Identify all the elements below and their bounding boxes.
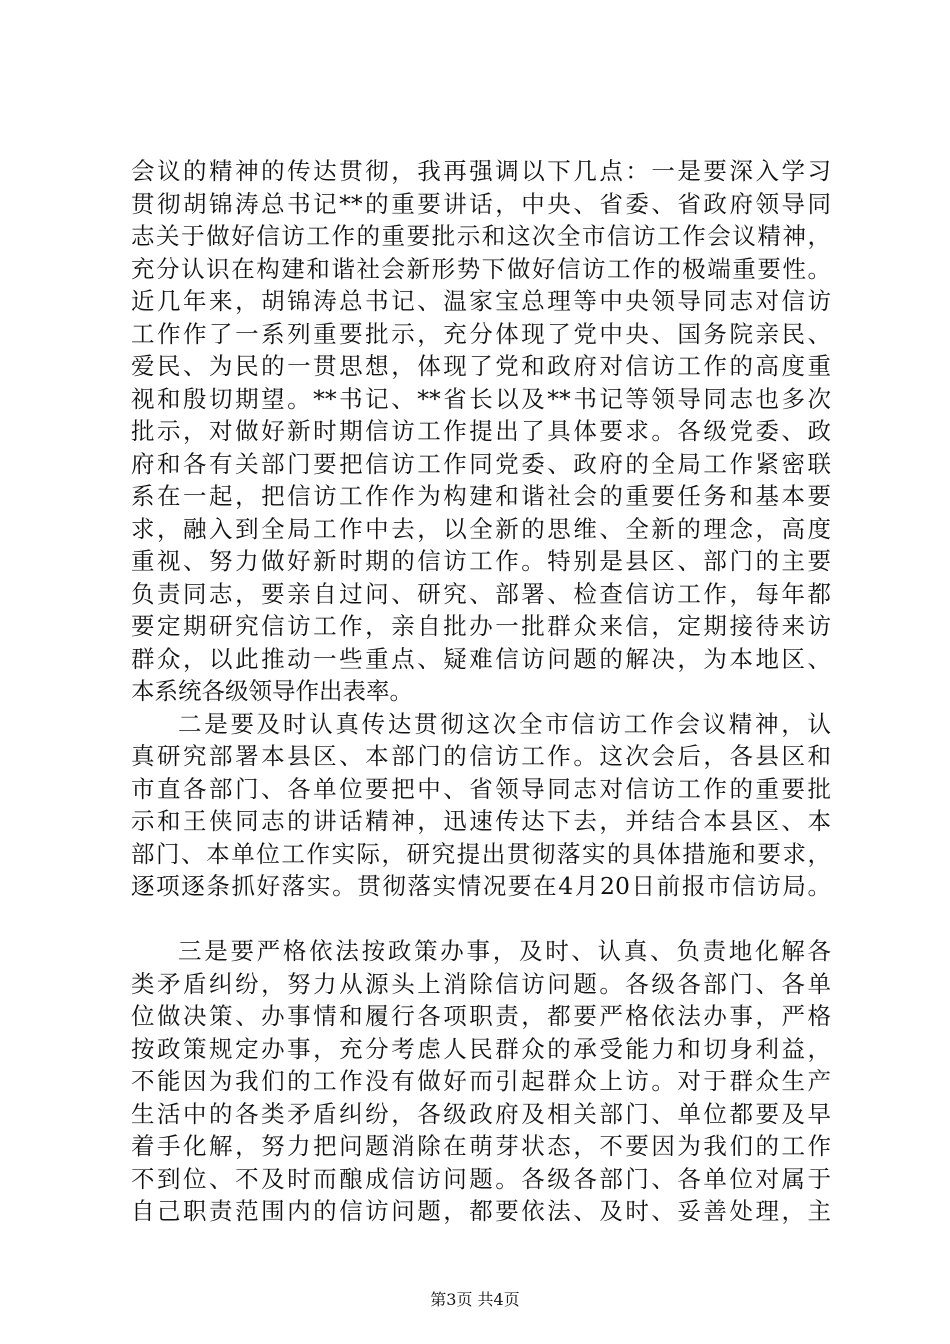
- text-line: 示和王侠同志的讲话精神，迅速传达下去，并结合本县区、本: [131, 807, 831, 835]
- text-line: 要定期研究信访工作，亲自批办一批群众来信，定期接待来访: [131, 612, 831, 640]
- paragraph-gap: [131, 903, 831, 936]
- text-line: 自己职责范围内的信访问题，都要依法、及时、妥善处理，主: [131, 1197, 831, 1225]
- paragraph-1: [131, 155, 831, 708]
- text-line: 着手化解，努力把问题消除在萌芽状态，不要因为我们的工作: [131, 1132, 831, 1160]
- text-line: 按政策规定办事，充分考虑人民群众的承受能力和切身利益，: [131, 1034, 831, 1063]
- text-line: 群众，以此推动一些重点、疑难信访问题的解决，为本地区、: [131, 644, 831, 673]
- text-line: 批示，对做好新时期信访工作提出了具体要求。各级党委、政: [131, 417, 831, 445]
- text-line: 部门、本单位工作实际，研究提出贯彻落实的具体措施和要求，: [131, 839, 831, 868]
- text-line: 工作作了一系列重要批示，充分体现了党中央、国务院亲民、: [131, 319, 831, 348]
- paragraph-2: [131, 708, 831, 903]
- text-line: 本系统各级领导作出表率。: [131, 677, 413, 705]
- text-line: 贯彻胡锦涛总书记**的重要讲话，中央、省委、省政府领导同: [131, 189, 831, 218]
- text-line: 重视、努力做好新时期的信访工作。特别是县区、部门的主要: [131, 547, 831, 575]
- text-line: 系在一起，把信访工作作为构建和谐社会的重要任务和基本要: [131, 482, 831, 510]
- text-line: 求，融入到全局工作中去，以全新的思维、全新的理念，高度: [131, 514, 831, 543]
- paragraph-3: [131, 935, 831, 1228]
- text-line: 二是要及时认真传达贯彻这次全市信访工作会议精神，认: [178, 709, 831, 738]
- text-line: 不能因为我们的工作没有做好而引起群众上访。对于群众生产: [131, 1067, 831, 1095]
- text-line: 近几年来，胡锦涛总书记、温家宝总理等中央领导同志对信访: [131, 287, 831, 315]
- text-line: 三是要严格依法按政策办事，及时、认真、负责地化解各: [178, 937, 831, 965]
- text-line: 真研究部署本县区、本部门的信访工作。这次会后，各县区和: [131, 742, 831, 770]
- page-number-footer: 第3页 共4页: [430, 1290, 520, 1309]
- document-body: [131, 155, 831, 1228]
- text-line: 市直各部门、各单位要把中、省领导同志对信访工作的重要批: [131, 774, 831, 803]
- text-line: 视和殷切期望。**书记、**省长以及**书记等领导同志也多次: [131, 384, 831, 413]
- text-line: 会议的精神的传达贯彻，我再强调以下几点：一是要深入学习: [131, 157, 831, 185]
- text-line: 生活中的各类矛盾纠纷，各级政府及相关部门、单位都要及早: [131, 1099, 831, 1128]
- text-line: 位做决策、办事情和履行各项职责，都要严格依法办事，严格: [131, 1002, 831, 1030]
- text-line: 爱民、为民的一贯思想，体现了党和政府对信访工作的高度重: [131, 352, 831, 380]
- text-line: 负责同志，要亲自过问、研究、部署、检查信访工作，每年都: [131, 579, 831, 608]
- text-line: 充分认识在构建和谐社会新形势下做好信访工作的极端重要性。: [131, 254, 831, 283]
- text-line: 逐项逐条抓好落实。贯彻落实情况要在4月20日前报市信访局。: [131, 872, 831, 900]
- text-line: 志关于做好信访工作的重要批示和这次全市信访工作会议精神，: [131, 222, 831, 250]
- text-line: 类矛盾纠纷，努力从源头上消除信访问题。各级各部门、各单: [131, 969, 831, 998]
- text-line: 府和各有关部门要把信访工作同党委、政府的全局工作紧密联: [131, 449, 831, 478]
- text-line: 不到位、不及时而酿成信访问题。各级各部门、各单位对属于: [131, 1164, 831, 1193]
